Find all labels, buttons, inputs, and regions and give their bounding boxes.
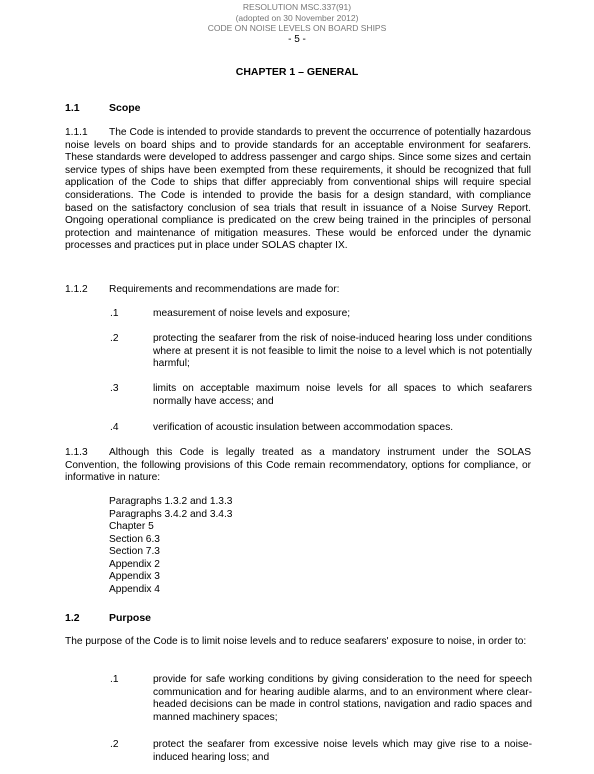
list-item-text: verification of acoustic insulation between accommodation spaces.	[153, 422, 454, 433]
reference-item: Chapter 5	[109, 521, 154, 532]
section-number: 1.1	[65, 102, 80, 114]
list-item-text: protect the seafarer from excessive noise levels which may give rise to a noise-induced hearing loss; and	[153, 739, 532, 763]
reference-item: Paragraphs 1.3.2 and 1.3.3	[109, 496, 233, 507]
section-number: 1.2	[65, 612, 80, 624]
list-item	[110, 308, 532, 321]
header-adoption-date: (adopted on 30 November 2012)	[235, 12, 359, 23]
list-item-text: protecting the seafarer from the risk of noise-induced hearing loss under conditions where at present it is not feasible to limit the noise to a level which is not potentially harmful;	[153, 333, 532, 370]
paragraph-text: Requirements and recommendations are made for:	[109, 284, 340, 295]
list-item-number: .1	[110, 674, 119, 685]
paragraph-text: The purpose of the Code is to limit noise levels and to reduce seafarers' exposure to noise, in order to:	[65, 636, 527, 647]
paragraph-number: 1.1.2	[65, 284, 88, 295]
list-item	[110, 333, 532, 371]
section-title: Scope	[109, 102, 141, 114]
list-item-number: .4	[110, 422, 119, 433]
reference-item: Appendix 2	[109, 558, 160, 570]
section-heading-scope	[65, 102, 141, 114]
list-item	[110, 422, 532, 435]
reference-list	[109, 496, 232, 596]
list-item-number: .2	[110, 739, 119, 750]
reference-item: Section 6.3	[109, 533, 160, 545]
section-heading-purpose	[65, 612, 151, 624]
paragraph-1-1-2	[65, 284, 531, 297]
list-item-number: .2	[110, 333, 119, 344]
reference-item: Section 7.3	[109, 546, 160, 557]
header-code-title: CODE ON NOISE LEVELS ON BOARD SHIPS	[207, 23, 387, 33]
paragraph-number: 1.1.1	[65, 127, 88, 138]
page-number: - 5 -	[288, 33, 306, 45]
paragraph-text: The Code is intended to provide standards to prevent the occurrence of potentially hazardous noise levels on board ships and to provide standards for an acceptable environment for seafarers. These standards were developed to address passenger and cargo ships. Since some sizes and certain service types of ships have been exempted from these requirements, it should be recognized that full application of the Code to ships that differ appreciably from conventional ships will require special considerations. The Code is intended to provide the basis for a design standard, with compliance based on the satisfactory conclusion of sea trials that result in issuance of a Noise Survey Report. Ongoing operational compliance is predicated on the crew being trained in the principles of personal protection and maintenance of mitigation measures. These would be enforced under the dynamic processes and practices put in place under SOLAS chapter IX.	[65, 127, 531, 252]
list-item	[110, 383, 532, 408]
list-item	[110, 674, 532, 724]
header-resolution: RESOLUTION MSC.337(91)	[242, 2, 352, 12]
reference-item: Paragraphs 3.4.2 and 3.4.3	[109, 508, 233, 520]
document-header	[0, 2, 594, 45]
reference-item: Appendix 3	[109, 571, 160, 582]
paragraph-purpose-intro	[65, 636, 531, 649]
list-item-number: .3	[110, 383, 119, 394]
section-title: Purpose	[109, 612, 152, 624]
list-item	[110, 739, 532, 764]
list-item-number: .1	[110, 308, 119, 319]
reference-item: Appendix 4	[109, 583, 160, 595]
paragraph-1-1-1	[65, 127, 531, 253]
list-item-text: provide for safe working conditions by giving consideration to the need for speech communication and for hearing audible alarms, and to an environment where clear-headed decisions can be made in control stations, navigation and radio spaces and manned machinery spaces;	[153, 674, 532, 723]
paragraph-1-1-3	[65, 447, 531, 485]
paragraph-text: Although this Code is legally treated as a mandatory instrument under the SOLAS Convention, the following provisions of this Code remain recommendatory, options for compliance, or informative in nature:	[65, 447, 531, 484]
list-item-text: limits on acceptable maximum noise levels for all spaces to which seafarers normally have access; and	[153, 383, 532, 407]
chapter-title: CHAPTER 1 – GENERAL	[235, 66, 359, 78]
list-item-text: measurement of noise levels and exposure;	[153, 308, 351, 319]
paragraph-number: 1.1.3	[65, 447, 88, 458]
